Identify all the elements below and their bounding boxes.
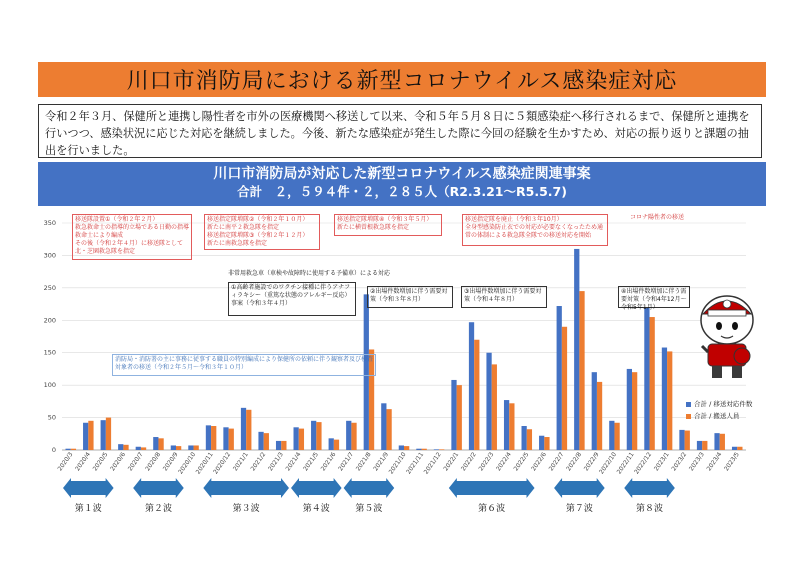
wave-label: 第７波 [565, 504, 593, 514]
x-tick-label: 2021/1 [231, 451, 250, 473]
y-tick-label: 200 [43, 316, 56, 325]
bar-count [609, 421, 614, 450]
wave-label: 第３波 [232, 504, 260, 514]
y-tick-label: 300 [43, 251, 56, 260]
x-tick-label: 2020/6 [109, 451, 128, 473]
bar-count [486, 353, 491, 450]
bar-persons [544, 437, 549, 450]
x-tick-label: 2020/5 [91, 451, 110, 473]
annotation-team-abolished: 移送指定隊を廃止（令和３年10月） 全身型感染防止衣での対応が必要なくなったため通常の体制による救急隊全隊での移送対応を開始 [462, 214, 608, 246]
x-tick-label: 2022/6 [530, 451, 548, 473]
wave-label: 第１波 [74, 504, 102, 514]
bar-count [714, 433, 719, 450]
legend-swatch-persons [686, 414, 691, 419]
annotation-demand-3: ④出場件数増加に伴う需要対策（令和4年12月～令和5年1月） [618, 286, 690, 308]
bar-persons [422, 449, 427, 450]
bar-count [504, 400, 509, 450]
bar-persons [299, 429, 304, 450]
bar-persons [211, 426, 216, 450]
bar-persons [492, 364, 497, 450]
legend-label-persons: 合計 / 搬送人員 [694, 412, 740, 420]
bar-persons [351, 423, 356, 450]
wave-arrow [449, 478, 535, 498]
x-tick-label: 2023/3 [687, 451, 706, 473]
x-tick-label: 2020/9 [161, 451, 180, 473]
annotation-demand-2: ③出場件数増加に伴う需要対策（令和４年８月） [461, 286, 547, 308]
bar-persons [106, 418, 111, 450]
wave-arrow [291, 478, 342, 498]
annotation-team-increase-2-3: 移送指定隊増隊②（令和２年１０月） 新たに南平２救急隊を指定 移送指定隊増隊③（令和２年１２月） 新たに南救急隊を指定 [204, 214, 320, 250]
wave-label: 第５波 [355, 504, 383, 514]
bar-count [627, 369, 632, 450]
bar-count [66, 449, 71, 450]
page-title: 川口市消防局における新型コロナウイルス感染症対応 [38, 62, 766, 97]
bar-persons [264, 433, 269, 450]
x-tick-label: 2021/10 [387, 451, 408, 476]
bar-count [101, 420, 106, 450]
x-tick-label: 2022/3 [477, 451, 496, 473]
x-tick-label: 2021/6 [319, 451, 338, 473]
x-tick-label: 2021/9 [372, 451, 391, 473]
x-tick-label: 2021/8 [354, 451, 373, 473]
x-tick-label: 2022/11 [615, 451, 636, 476]
bar-count [171, 445, 176, 450]
annotation-positive-transport: コロナ陽性者の移送 [630, 214, 685, 221]
wave-arrow [63, 478, 114, 498]
y-tick-label: 100 [43, 381, 56, 390]
x-tick-label: 2022/12 [633, 451, 654, 476]
bar-count [311, 421, 316, 450]
bar-count [592, 372, 597, 450]
bar-count [276, 441, 281, 450]
x-tick-label: 2020/11 [194, 451, 215, 476]
bar-persons [527, 429, 532, 450]
x-tick-label: 2020/8 [144, 451, 163, 473]
bar-persons [597, 382, 602, 450]
bar-count [451, 380, 456, 450]
x-tick-label: 2022/7 [547, 451, 566, 473]
x-tick-label: 2022/2 [459, 451, 478, 473]
x-tick-label: 2023/2 [670, 451, 689, 473]
x-tick-label: 2023/4 [705, 451, 724, 473]
bar-persons [71, 449, 76, 450]
bar-count [294, 427, 299, 450]
wave-arrow [624, 478, 675, 498]
x-tick-label: 2020/12 [212, 451, 233, 476]
x-tick-label: 2020/4 [74, 451, 92, 473]
bar-count [399, 445, 404, 450]
bar-persons [650, 317, 655, 450]
y-tick-label: 350 [43, 219, 56, 227]
annotation-spare-ambulance: 非常用救急車（車検や故障時に使用する予備車）による対応 [228, 270, 391, 277]
y-tick-label: 0 [51, 446, 56, 454]
bar-persons [229, 429, 234, 450]
bar-count [118, 444, 123, 450]
firefighter-mascot-icon [694, 290, 760, 380]
wave-arrow [554, 478, 605, 498]
bar-persons [141, 447, 146, 450]
bar-persons [176, 446, 181, 450]
x-tick-label: 2022/9 [582, 451, 601, 473]
bar-count [539, 436, 544, 450]
legend-item-persons [686, 410, 752, 422]
x-tick-label: 2022/8 [565, 451, 584, 473]
bar-count [416, 449, 421, 450]
bar-persons [509, 403, 514, 450]
bar-count [241, 408, 246, 450]
bar-persons [720, 434, 725, 450]
bar-count [557, 306, 562, 450]
x-tick-label: 2021/12 [422, 451, 443, 476]
wave-label: 第６波 [478, 504, 506, 514]
annotation-transport-team: 移送隊設置①（令和２年２月） 救急救命士の指導的立場である日勤の指導救命士により編成 その後（令和２年４月）に移送隊として北・芝園救急隊を指定 [72, 214, 192, 260]
y-tick-label: 150 [43, 348, 56, 357]
bar-count [522, 426, 527, 450]
x-tick-label: 2021/7 [337, 451, 356, 473]
bar-count [469, 322, 474, 450]
bar-count [679, 430, 684, 450]
bar-count [434, 449, 439, 450]
bar-persons [667, 351, 672, 450]
bar-persons [737, 447, 742, 450]
x-tick-label: 2021/4 [284, 451, 303, 473]
legend [686, 398, 752, 422]
legend-item-count [686, 398, 752, 410]
bar-count [662, 348, 667, 450]
bar-count [381, 403, 386, 450]
x-tick-label: 2020/3 [56, 451, 75, 473]
bar-count [574, 249, 579, 450]
bar-count [188, 445, 193, 450]
annotation-team-increase-4: 移送指定隊増隊④（令和３年５月） 新たに横曽根救急隊を指定 [334, 214, 442, 236]
bar-persons [579, 291, 584, 450]
bar-persons [194, 445, 199, 450]
x-tick-label: 2020/10 [177, 451, 198, 476]
bar-count [83, 423, 88, 450]
bar-persons [457, 385, 462, 450]
wave-arrow [344, 478, 395, 498]
x-tick-label: 2021/5 [302, 451, 320, 473]
x-tick-label: 2023/5 [723, 451, 741, 473]
x-tick-label: 2021/3 [267, 451, 285, 473]
bar-persons [334, 440, 339, 450]
bar-count [223, 427, 228, 450]
intro-text: 令和２年３月、保健所と連携し陽性者を市外の医療機関へ移送して以来、令和５年５月８日に５類感染症へ移行されるまで、保健所と連携を行いつつ、感染状況に応じた対応を継続しました。今後、新たな感染症が発生した際に今回の経験を生かすため、対応の振り返りと課題の抽出を行いました。 [38, 104, 762, 158]
bar-count [136, 447, 141, 450]
wave-arrow [133, 478, 184, 498]
x-tick-label: 2023/1 [652, 451, 671, 473]
bar-count [153, 437, 158, 450]
bar-count [644, 307, 649, 450]
chart-title: 川口市消防局が対応した新型コロナウイルス感染症関連事案 [213, 166, 591, 182]
bar-persons [158, 438, 163, 450]
bar-persons [316, 422, 321, 450]
bar-count [329, 438, 334, 450]
bar-persons [685, 431, 690, 450]
wave-arrow [203, 478, 289, 498]
bar-count [732, 447, 737, 450]
x-tick-label: 2022/10 [598, 451, 619, 476]
bar-persons [123, 445, 128, 450]
annotation-special-team: 消防局・消防署の主に事務に従事する職員の特別編成により保健所の依頼に伴う観察者及び検査対象者の移送（令和２年５月～令和３年１０月） [112, 354, 376, 376]
bar-count [206, 425, 211, 450]
x-tick-label: 2021/11 [405, 451, 426, 476]
bar-persons [246, 410, 251, 450]
bar-persons [281, 441, 286, 450]
legend-label-count: 合計 / 移送対応件数 [694, 400, 753, 408]
bar-persons [386, 409, 391, 450]
bar-persons [614, 423, 619, 450]
x-tick-label: 2021/2 [249, 451, 268, 473]
bar-count [697, 441, 702, 450]
bar-persons [404, 446, 409, 450]
y-tick-label: 250 [43, 283, 56, 292]
x-tick-label: 2022/1 [442, 451, 461, 473]
x-tick-label: 2022/4 [495, 451, 513, 473]
bar-persons [562, 327, 567, 450]
legend-swatch-count [686, 402, 691, 407]
bar-count [258, 432, 263, 450]
x-tick-label: 2022/5 [512, 451, 531, 473]
bar-persons [88, 421, 93, 450]
bar-persons [439, 449, 444, 450]
bar-persons [702, 441, 707, 450]
annotation-demand-1: ②出場件数増加に伴う需要対策（令和３年８月） [367, 286, 453, 308]
bar-persons [632, 372, 637, 450]
wave-label: 第８波 [636, 504, 664, 514]
x-tick-label: 2020/7 [126, 451, 145, 473]
bar-persons [474, 340, 479, 450]
wave-label: 第４波 [302, 504, 330, 514]
y-tick-label: 50 [47, 413, 56, 422]
annotation-anaphylaxis: ①高齢者施設でのワクチン接種に伴うアナフィラキシー（重篤な状態のアレルギー反応）事案（令和３年４月） [228, 282, 356, 316]
wave-label: 第２波 [144, 504, 172, 514]
bar-count [346, 421, 351, 450]
chart-total: 合計 ２，５９４件・２，２８５人（R2.3.21～R5.5.7) [237, 184, 567, 199]
